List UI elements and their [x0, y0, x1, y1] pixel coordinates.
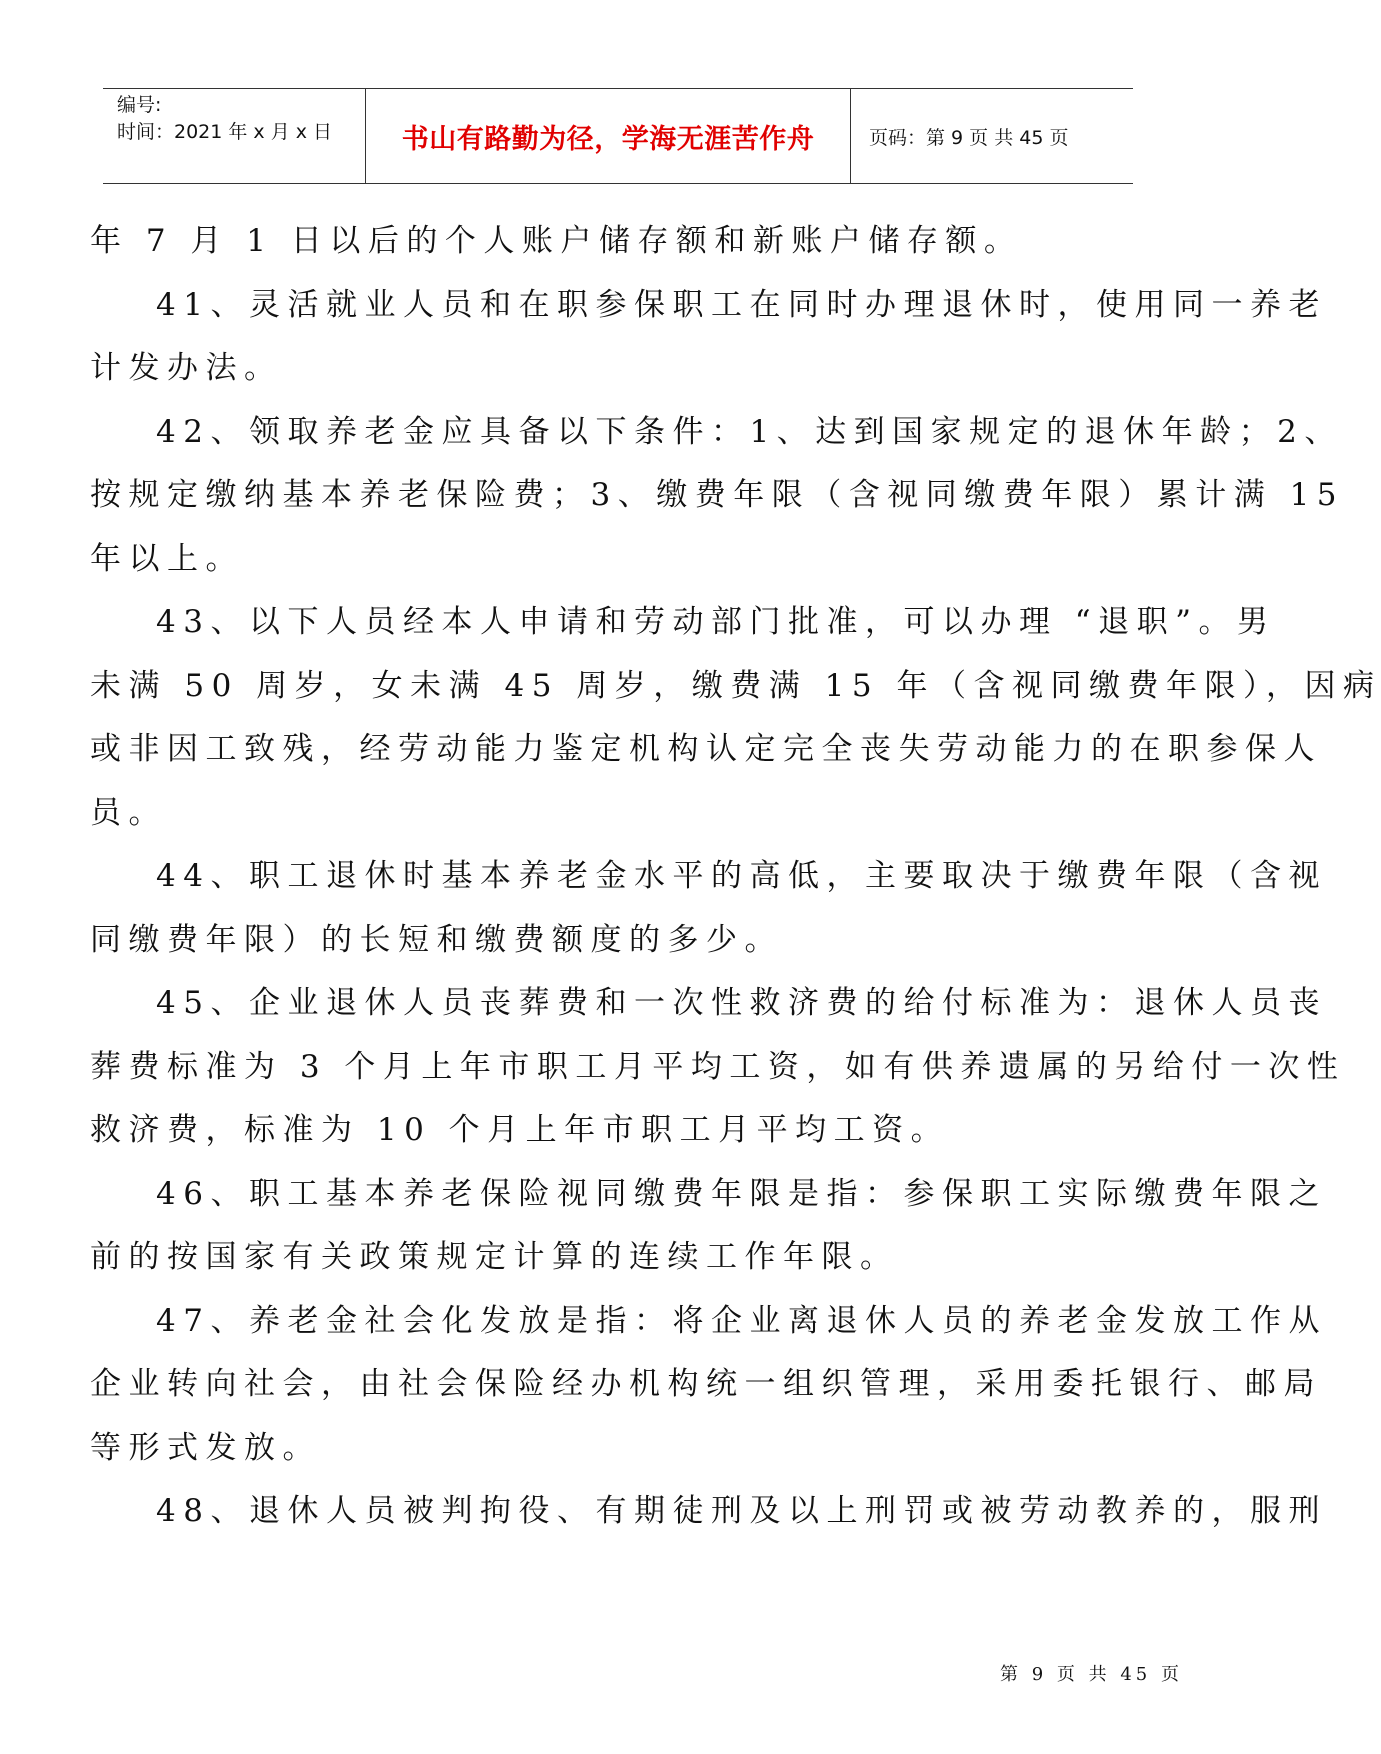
header-page-code: 页码：第 9 页 共 45 页 [869, 126, 1069, 149]
header-motto-cell [365, 89, 851, 183]
body-line: 救济费，标准为 10 个月上年市职工月平均工资。 [90, 1112, 950, 1148]
body-line: 前的按国家有关政策规定计算的连续工作年限。 [90, 1239, 899, 1275]
document-time-label: 时间：2021 年 x 月 x 日 [117, 121, 333, 143]
body-line: 46、职工基本养老保险视同缴费年限是指：参保职工实际缴费年限之 [156, 1175, 1327, 1212]
header-page-code-cell [863, 89, 1129, 183]
body-line: 47、养老金社会化发放是指：将企业离退休人员的养老金发放工作从 [156, 1302, 1327, 1339]
page-footer: 第 9 页 共 45 页 [1000, 1664, 1183, 1685]
body-line: 按规定缴纳基本养老保险费；3、缴费年限（含视同缴费年限）累计满 15 [90, 477, 1345, 513]
body-line: 企业转向社会，由社会保险经办机构统一组织管理，采用委托银行、邮局 [90, 1366, 1322, 1402]
body-line: 45、企业退休人员丧葬费和一次性救济费的给付标准为：退休人员丧 [156, 985, 1327, 1021]
body-line: 43、以下人员经本人申请和劳动部门批准，可以办理 “退职”。男 [156, 604, 1276, 640]
body-line: 等形式发放。 [90, 1429, 321, 1466]
document-body [90, 210, 1381, 1544]
body-line: 年以上。 [90, 540, 244, 577]
document-number-label: 编号: [117, 94, 162, 116]
body-line: 44、职工退休时基本养老金水平的高低，主要取决于缴费年限（含视 [156, 858, 1327, 894]
body-line: 年 7 月 1 日以后的个人账户储存额和新账户储存额。 [90, 223, 1023, 259]
page-header [103, 88, 1133, 184]
body-line: 葬费标准为 3 个月上年市职工月平均工资，如有供养遗属的另给付一次性 [90, 1048, 1346, 1085]
header-meta [117, 89, 367, 183]
body-line: 同缴费年限）的长短和缴费额度的多少。 [90, 921, 783, 958]
body-line: 计发办法。 [90, 350, 283, 386]
body-line: 未满 50 周岁，女未满 45 周岁，缴费满 15 年（含视同缴费年限），因病 [90, 667, 1381, 704]
header-motto: 书山有路勤为径，学海无涯苦作舟 [401, 123, 815, 155]
body-line: 员。 [90, 794, 167, 831]
body-line: 或非因工致残，经劳动能力鉴定机构认定完全丧失劳动能力的在职参保人 [90, 731, 1322, 767]
body-line: 42、领取养老金应具备以下条件：1、达到国家规定的退休年龄；2、 [156, 413, 1343, 450]
body-line: 41、灵活就业人员和在职参保职工在同时办理退休时，使用同一养老 [156, 286, 1327, 323]
body-line: 48、退休人员被判拘役、有期徒刑及以上刑罚或被劳动教养的，服刑 [156, 1493, 1327, 1529]
